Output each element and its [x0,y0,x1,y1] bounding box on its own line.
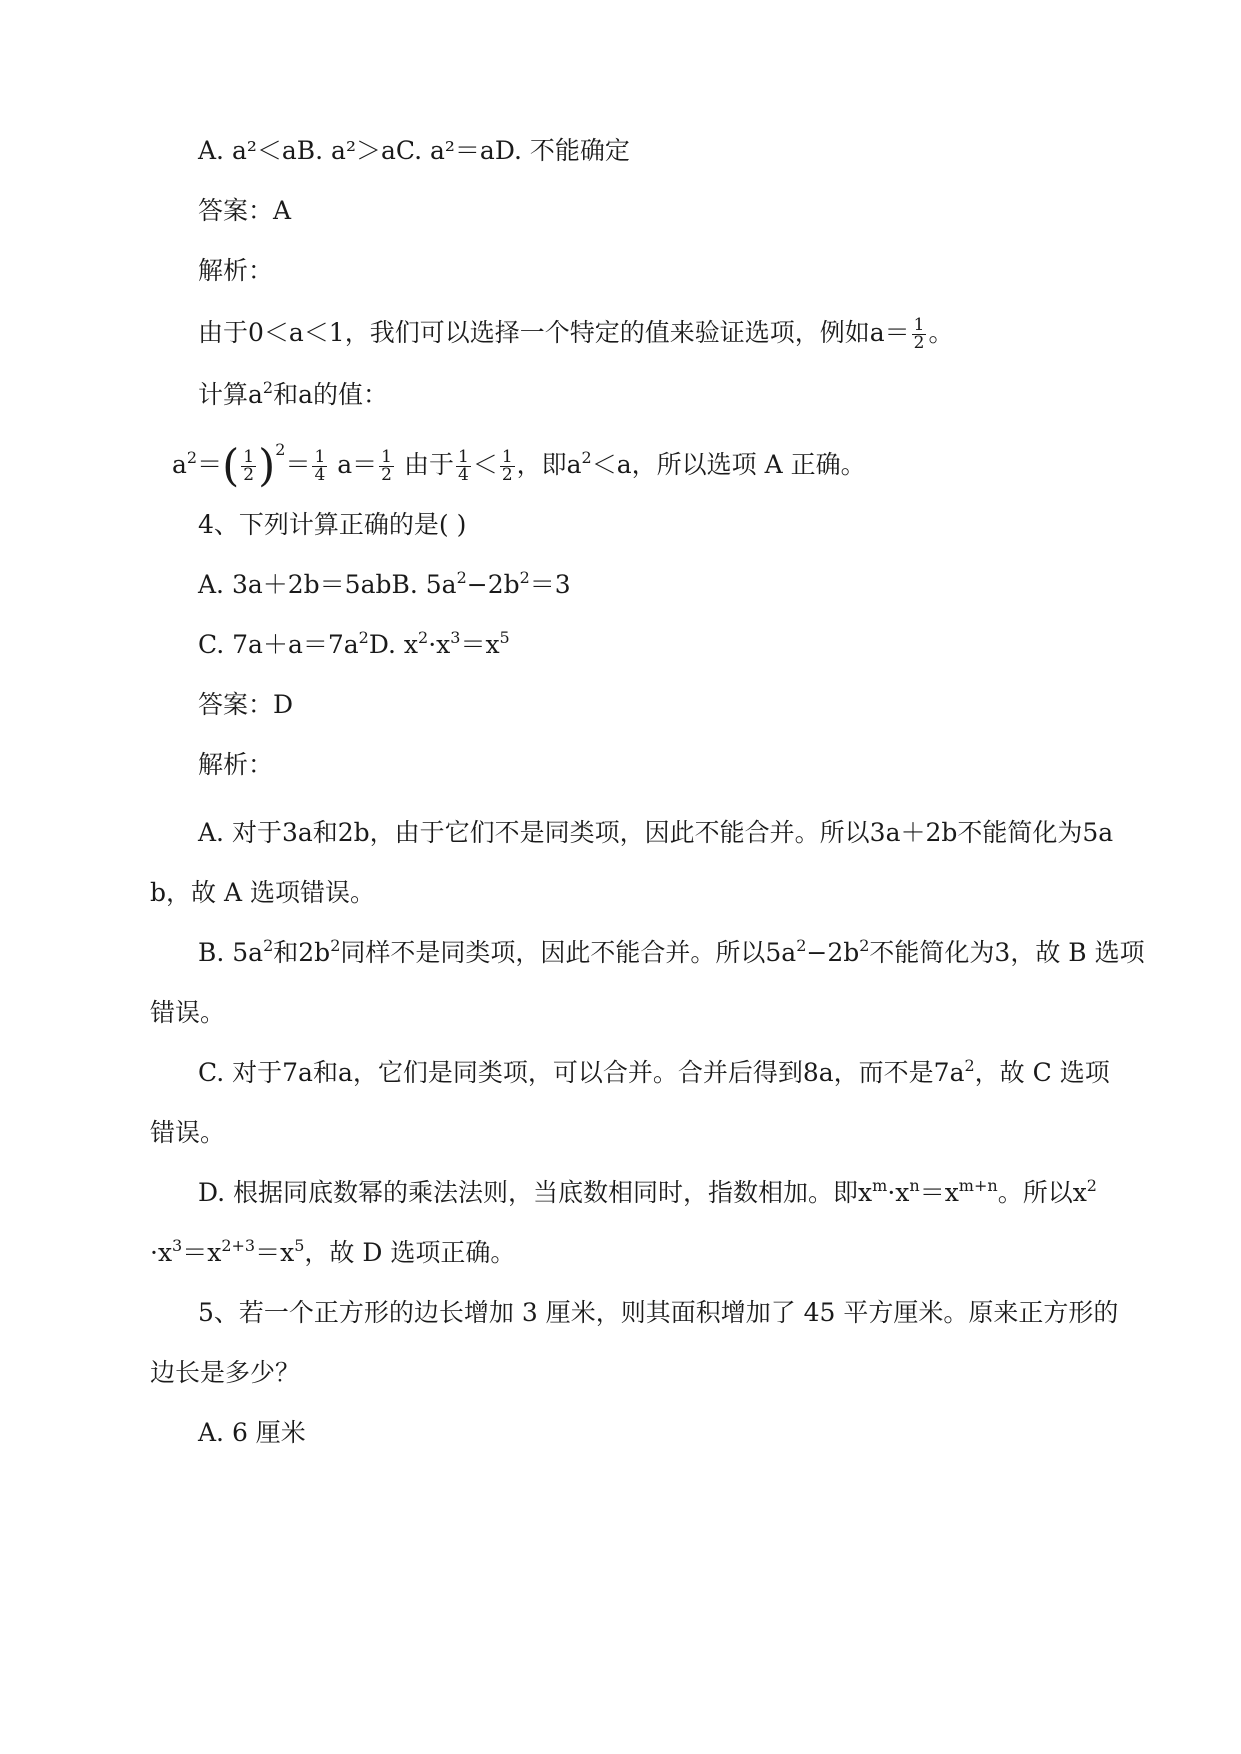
superscript: 3 [172,1236,183,1255]
numerator: 1 [381,447,392,467]
denominator: 2 [381,465,392,485]
numerator: 1 [457,447,469,467]
superscript: 5 [499,628,510,647]
superscript: 2 [456,568,467,587]
analysis-d-line-2 [150,1236,515,1270]
superscript: m+n [958,1176,998,1195]
text-segment: ＝x [919,1178,959,1207]
analysis-d-line-1 [198,1176,1097,1210]
text-segment: D. x [368,630,419,659]
superscript: 2 [358,628,369,647]
fraction [912,317,927,352]
analysis-c-line-1 [198,1056,1110,1090]
answer-line-q4 [198,688,293,722]
text-segment: ＝ [197,450,223,479]
superscript: 2 [796,936,807,955]
superscript: 2+3 [221,1236,256,1255]
text-segment: ·x [150,1238,173,1267]
denominator: 4 [457,465,469,485]
text-segment: B. 5a [198,938,264,967]
superscript: 2 [186,448,198,467]
denominator: 2 [243,465,255,485]
text-segment: 。 [928,318,954,347]
numerator: 1 [314,447,326,467]
text-segment: 。所以x [997,1178,1087,1207]
analysis-a-line-2 [150,876,375,910]
analysis-label: 解析： [198,256,274,285]
open-paren: ( [222,440,240,492]
denominator: 4 [314,465,326,485]
question-4-options-1 [198,568,571,602]
analysis-a-line-1 [198,816,1113,850]
analysis-formula-line [172,440,866,492]
fraction [312,449,327,484]
question-text: 5、若一个正方形的边长增加 3 厘米，则其面积增加了 45 平方厘米。原来正方形的 [198,1298,1119,1327]
text-segment: ＜ [472,450,498,479]
question-4-options-2 [198,628,510,662]
text-segment: 计算a [198,380,263,409]
superscript: 2 [1086,1176,1097,1195]
text-segment: −2b [466,570,520,599]
text-segment: 错误。 [150,1118,226,1147]
analysis-label: 解析： [198,750,274,779]
question-4-title [198,508,466,542]
text-segment: 由于 [403,450,454,479]
numerator: 1 [501,447,513,467]
fraction [379,449,394,484]
text-segment: A. 对于3a和2b，由于它们不是同类项，因此不能合并。所以3a＋2b不能简化为5a [198,818,1114,847]
fraction [500,449,515,484]
analysis-b-line-2 [150,996,225,1030]
question-text: 边长是多少？ [150,1358,301,1387]
text-segment: ，故 D 选项正确。 [304,1238,516,1267]
text-segment: 由于0＜a＜1，我们可以选择一个特定的值来验证选项，例如a＝ [198,318,910,347]
options-line-q3 [198,134,630,168]
superscript: 2 [418,628,429,647]
text-segment: b，故 A 选项错误。 [150,878,375,907]
question-5-line-1 [198,1296,1118,1330]
answer-text: 答案：A [198,196,292,225]
fraction [456,449,471,484]
superscript: m [872,1176,888,1195]
question-5-line-2 [150,1356,300,1390]
superscript: 2 [859,936,870,955]
analysis-c-line-2 [150,1116,225,1150]
fraction [241,449,256,484]
text-segment: ＝3 [529,570,571,599]
analysis-b-line-1 [198,936,1145,970]
text-segment: ＜a，所以选项 A 正确。 [591,450,866,479]
text-segment: 和a的值： [273,380,388,409]
analysis-line-1 [198,316,953,352]
text-segment: ＝x [460,630,500,659]
superscript: 2 [262,378,274,397]
superscript: 2 [964,1056,975,1075]
numerator: 1 [913,315,925,335]
text-segment: C. 7a＋a＝7a [198,630,359,659]
superscript: 3 [450,628,461,647]
options-text: A. a²＜aB. a²＞aC. a²＝aD. 不能确定 [198,136,630,165]
text-segment: ，故 C 选项 [974,1058,1110,1087]
superscript: 2 [263,936,274,955]
denominator: 2 [501,465,513,485]
question-5-option-a [198,1416,306,1450]
answer-line-q3 [198,194,291,228]
analysis-heading-q3 [198,254,273,288]
option-text: A. 6 厘米 [198,1418,306,1447]
text-segment: 同样不是同类项，因此不能合并。所以5a [340,938,797,967]
analysis-heading-q4 [198,748,273,782]
text-segment: a＝ [337,450,378,479]
superscript: 2 [275,440,286,459]
text-segment: ＝x [255,1238,295,1267]
text-segment: C. 对于7a和a，它们是同类项，可以合并。合并后得到8a，而不是7a [198,1058,965,1087]
text-segment: 错误。 [150,998,226,1027]
close-paren: ) [258,440,276,492]
text-segment: a [172,450,187,479]
text-segment: ·x [428,630,451,659]
superscript: n [909,1176,920,1195]
text-segment: D. 根据同底数幂的乘法法则，当底数相同时，指数相加。即x [198,1178,873,1207]
superscript: 5 [294,1236,305,1255]
superscript: 2 [581,448,592,467]
text-segment: A. 3a＋2b＝5abB. 5a [198,570,457,599]
superscript: 2 [519,568,530,587]
text-segment: ·x [887,1178,910,1207]
text-segment: −2b [806,938,860,967]
text-segment: 和2b [273,938,331,967]
analysis-line-2 [198,378,388,412]
text-segment: ，即a [516,450,582,479]
denominator: 2 [913,333,925,353]
text-segment: ＝x [182,1238,222,1267]
answer-text: 答案：D [198,690,294,719]
superscript: 2 [330,936,341,955]
text-segment: ＝ [285,450,311,479]
text-segment: 不能简化为3，故 B 选项 [869,938,1145,967]
question-text: 4、下列计算正确的是( ) [198,510,467,539]
numerator: 1 [243,447,255,467]
